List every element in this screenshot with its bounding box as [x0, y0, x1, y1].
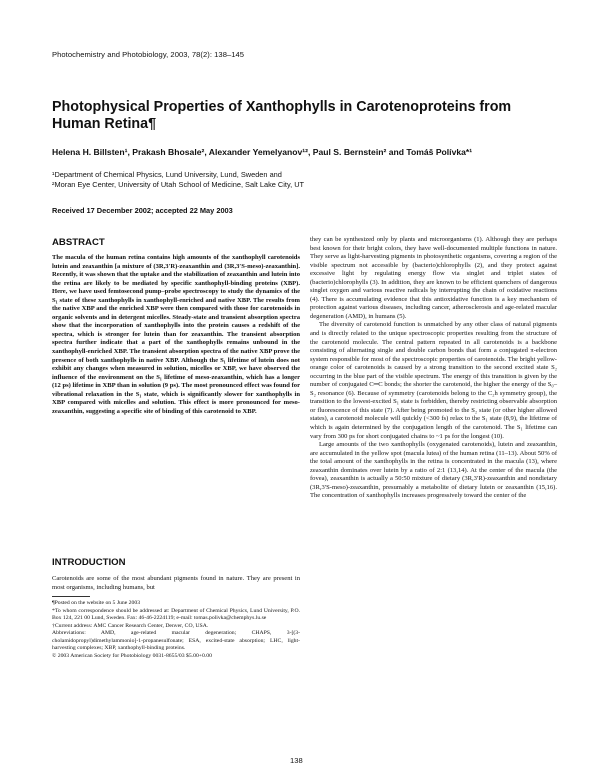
abstract-text: The macula of the human retina contains high amounts of the xanthophyll carotenoids lutein and zeaxanthin [a mixture of (3R,3′R)-zeaxanthin and (3R,3′S-meso)-zeaxanthin]. Recently, it was shown that the uptake and the stabilization of zeaxanthin and lutein into the retina are likely to be mediated by specific xanthophyll-binding proteins (XBP). Here, we have used femtosecond pump–probe spectroscopy to study the dynamics of the S₁ state of these xanthophylls in xanthophyll-enriched and native XBP. The results from the native XBP and the enriched XBP were then compared with those for carotenoids in organic solvents and in detergent micelles. Steady-state and transient absorption spectra show that the incorporation of xanthophylls into the protein causes a redshift of the spectra, which is stronger for lutein than for zeaxanthin. The transient absorption spectra further indicate that a part of the xanthophylls remains unbound in the xanthophyll-enriched XBP. The transient absorption spectra of the native XBP prove the presence of both xanthophylls in native XBP. Although the S₁ lifetime of lutein does not exhibit any changes when measured in solution, micelles or XBP, we have observed the influence of the environment on the S₁ lifetime of meso-zeaxanthin, which has a longer (12 ps) lifetime in XBP than in solution (9 ps). The most pronounced effect was found for vibrational relaxation in the S₁ state, which is significantly slower for xanthophylls in XBP compared with micelles and solution. This effect is more pronounced for meso-zeaxanthin, suggesting a specific site of binding of this carotenoid to XBP. — [52, 254, 300, 415]
abstract-heading: ABSTRACT — [52, 237, 105, 248]
footnote-copyright: © 2003 American Society for Photobiology 0031-8655/03 $5.00+0.00 — [52, 652, 212, 659]
footnote-correspondence: *To whom correspondence should be addressed at: Department of Chemical Physics, Lund University, P.O. Box 124, 221 00 Lund, Sweden. Fax: 46-46-2224119; e-mail: tomas.polivka@chemphys.lu.se — [52, 607, 300, 622]
article-title: Photophysical Properties of Xanthophylls in Carotenoproteins from Human Retina¶ — [52, 99, 512, 132]
footnote-posted: ¶Posted on the website on 5 June 2003 — [52, 600, 141, 606]
page-number: 138 — [290, 756, 303, 765]
footnote-current-address: †Current address: AMC Cancer Research Center, Denver, CO, USA. — [52, 622, 209, 629]
received-dates: Received 17 December 2002; accepted 22 May 2003 — [52, 206, 233, 215]
affiliation-1: ¹Department of Chemical Physics, Lund University, Lund, Sweden and — [52, 170, 282, 179]
footnote-divider — [52, 596, 90, 597]
footnotes — [52, 600, 300, 660]
author-list: Helena H. Billsten¹, Prakash Bhosale², Alexander Yemelyanov¹², Paul S. Bernstein² and Tomáš Polívka*¹ — [52, 147, 473, 157]
paragraph-xanthophylls: Large amounts of the two xanthophylls (oxygenated carotenoids), lutein and zeaxanthin, are accumulated in the yellow spot (macula lutea) of the human retina (11–13). About 50% of the total amount of the xanthophylls in the retina is concentrated in the macula (13), where zeaxanthin dominates over lutein by a ratio of 2:1 (13,14). At the center of the macula (the fovea), zeaxanthin is actually a 50:50 mixture of dietary (3R,3′R)-zeaxanthin and nondietary (3R,3′S-meso)-zeaxanthin, presumably a metabolite of dietary lutein or zeaxanthin (15,16). The concentration of xanthophylls increases progressively toward the center of the — [310, 441, 557, 500]
affiliation-2: ²Moran Eye Center, University of Utah School of Medicine, Salt Lake City, UT — [52, 179, 305, 189]
paragraph-diversity: The diversity of carotenoid function is unmatched by any other class of natural pigments and is directly related to the unique spectroscopic properties resulting from the structure of the carotenoid molecule. The central pattern repeated in all carotenoids is a backbone consisting of alternating single and double carbon bonds that form a conjugated π-electron system responsible for most of the spectroscopic properties of carotenoids. The bright yellow-orange color of carotenoids is caused by a strong transition to the second excited state S₂ occurring in the blue part of the visible spectrum. The energy of this transition is given by the number of conjugated C═C bonds; the shorter the carotenoid, the higher the energy of the S₀–S₂ resonance (6). Because of symmetry (carotenoids belong to the C₂h symmetry group), the transition to the lowest-excited S₁ state is forbidden, thereby restricting observable absorption or fluorescence of this state (7). After being promoted to the S₂ state (or other higher allowed states), a carotenoid molecule will quickly (<300 fs) relax to the S₁ state (8,9), the lifetime of which is again determined by the conjugation length of the carotenoid. The S₁ lifetime can vary from 300 ps for short conjugated chains to ~1 ps for the longest (10). — [310, 321, 557, 440]
introduction-heading: INTRODUCTION — [52, 557, 126, 568]
right-column — [310, 236, 557, 501]
introduction-text: Carotenoids are some of the most abundant pigments found in nature. They are present in most organisms, including humans, but — [52, 575, 300, 591]
affiliations — [52, 170, 552, 189]
footnote-abbreviations: Abbreviations: AMD, age-related macular degeneration; CHAPS, 3-[(3-cholamidopropyl)dimethylammonio]-1-propanesulfonate; ESA, excited-state absorption; LHC, light-harvesting complexes; XBP, xanthophyll-binding proteins. — [52, 630, 300, 652]
paragraph-continued: they can be synthesized only by plants and microorganisms (1). Although they are perhaps best known for their bright colors, they have well-documented multiple functions in nature. They serve as light-harvesting pigments in photosynthetic organisms, covering a region of the visible spectrum not accessible by (bacterio)chlorophylls (2), and they protect against excessive light by regulating energy flow via singlet and triplet states of (bacterio)chlorophylls (3). In addition, they are known to be efficient quenchers of dangerous singlet oxygen and various reactive radicals by interrupting the chain of oxidative reactions (4). There is accumulating evidence that this antioxidative function is a key mechanism of protection against various diseases, including cancer, atherosclerosis and age-related macular degeneration (AMD), in humans (5). — [310, 236, 557, 320]
journal-citation: Photochemistry and Photobiology, 2003, 78(2): 138–145 — [52, 50, 245, 59]
